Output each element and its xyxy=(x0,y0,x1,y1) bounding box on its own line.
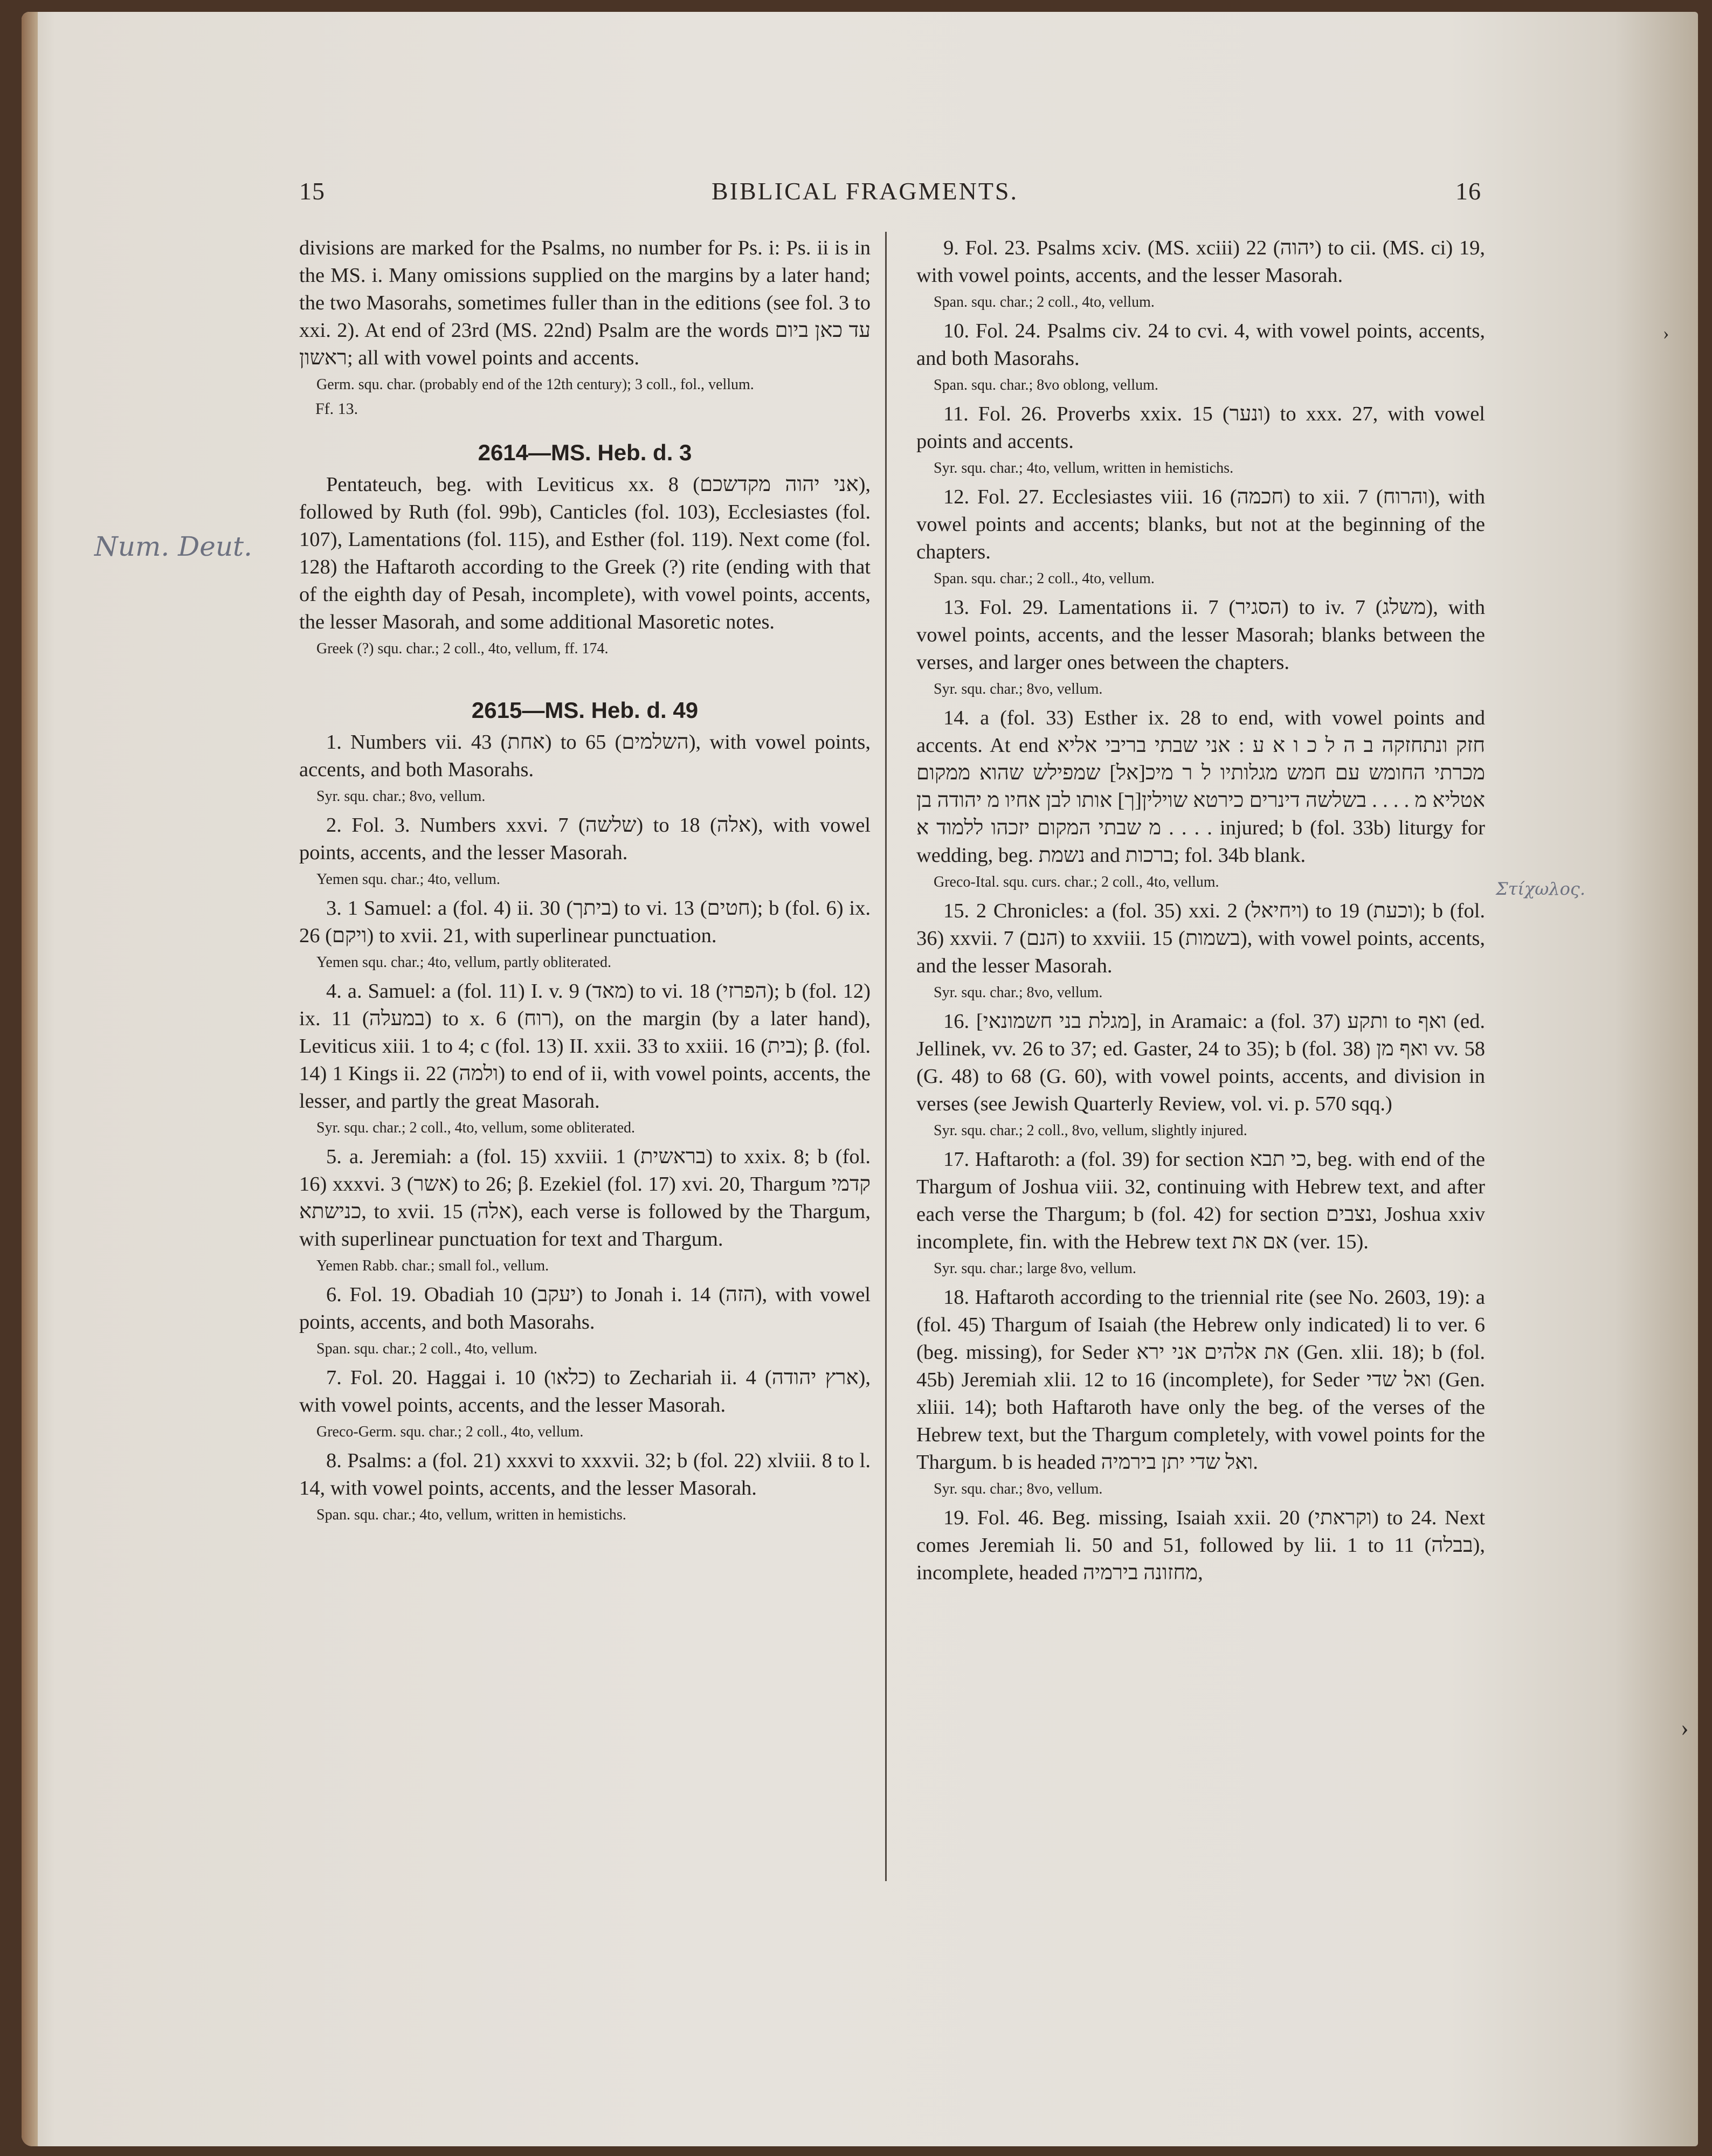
description-note: Span. squ. char.; 2 coll., 4to, vellum. xyxy=(934,294,1155,310)
description-note: Syr. squ. char.; 8vo, vellum. xyxy=(934,984,1103,1001)
description-note: Syr. squ. char.; 8vo, vellum. xyxy=(934,1481,1103,1497)
section-heading-2614: 2614—MS. Heb. d. 3 xyxy=(478,440,692,465)
entry-5: 5. a. Jeremiah: a (fol. 15) xxviii. 1 (בראשית) to xxix. 8; b (fol. 16) xxxvi. 3 (אשר) to 26; β. Ezekiel (fol. 17) xvi. 20, Thargum קדמי כנישתא, to xvii. 15 (אלה), each verse is followed by the Thargum, with superlinear punctuation for text and Thargum. xyxy=(299,1145,871,1250)
entry-3: 3. 1 Samuel: a (fol. 4) ii. 30 (ביתך) to vi. 13 (חטים); b (fol. 6) ix. 26 (ויקם) to xvii. 21, with superlinear punctuation. xyxy=(299,897,871,947)
description-note: Span. squ. char.; 2 coll., 4to, vellum. xyxy=(934,570,1155,587)
edge-mark: › xyxy=(1663,323,1669,343)
column-divider xyxy=(885,232,887,1881)
description-note: Syr. squ. char.; large 8vo, vellum. xyxy=(934,1260,1136,1277)
handwritten-margin-note-right: Στίχωλος. xyxy=(1496,879,1585,899)
entry-4: 4. a. Samuel: a (fol. 11) I. v. 9 (מאד) to vi. 18 (הפרזי); b (fol. 12) ix. 11 (במעלה) to x. 6 (רוח), on the margin (by a later hand), Leviticus xiii. 1 to 4; c (fol. 13) II. xxii. 33 to xxiii. 16 (בית); β. (fol. 14) 1 Kings ii. 22 (ולמה) to end of ii, with vowel points, accents, the lesser, and partly the great Masorah. xyxy=(299,980,871,1112)
description-note: Span. squ. char.; 4to, vellum, written in hemistichs. xyxy=(316,1507,626,1523)
entry-8: 8. Psalms: a (fol. 21) xxxvi to xxxvii. 32; b (fol. 22) xlviii. 8 to l. 14, with vowel points, accents, and the lesser Masorah. xyxy=(299,1449,871,1499)
page-number-right: 16 xyxy=(1455,177,1481,205)
edge-mark: › xyxy=(1681,1715,1689,1741)
book-spine xyxy=(22,12,38,2146)
entry-16: 16. [מגלת בני חשמונאי], in Aramaic: a (fol. 37) ותקע to ואף (ed. Jellinek, vv. 26 to 37; ed. Gaster, 24 to 35); b (fol. 38) ואף מן vv. 58 (G. 48) to 68 (G. 60), with vowel points, accents, and division in verses (see Jewish Quarterly Review, vol. vi. p. 570 sqq.) xyxy=(916,1010,1485,1115)
description-note: Syr. squ. char.; 8vo, vellum. xyxy=(934,681,1103,697)
handwritten-margin-note-left: Num. Deut. xyxy=(94,531,253,562)
right-column xyxy=(916,234,1485,1587)
entry-18: 18. Haftaroth according to the triennial rite (see No. 2603, 19): a (fol. 45) Thargum of Isaiah (the Hebrew only indicated) li to ver. 6 (beg. missing), for Seder את אלהים אני ירא (Gen. xlii. 18); b (fol. 45b) Jeremiah xlii. 12 to 16 (incomplete), for Seder ואל שדי (Gen. xliii. 14); both Haftaroth have only the beg. of the verses of the Hebrew text, but the Thargum completely, with vowel points for the Thargum. b is headed ואל שדי יתן בירמיה. xyxy=(916,1286,1485,1474)
description-note: Yemen Rabb. char.; small fol., vellum. xyxy=(316,1257,549,1274)
entry-7: 7. Fol. 20. Haggai i. 10 (כלאו) to Zechariah ii. 4 (ארץ יהודה), with vowel points, accents, and the lesser Masorah. xyxy=(299,1366,871,1416)
description-note: Germ. squ. char. (probably end of the 12th century); 3 coll., fol., vellum. xyxy=(316,376,754,393)
description-note: Yemen squ. char.; 4to, vellum, partly obliterated. xyxy=(316,954,611,971)
entry-19: 19. Fol. 46. Beg. missing, Isaiah xxii. 20 (וקראתי) to 24. Next comes Jeremiah li. 50 and 51, followed by lii. 1 to 11 (בבלה), incomplete, headed מחזונה בירמיה, xyxy=(916,1507,1485,1584)
page-number-left: 15 xyxy=(299,177,325,205)
entry-9: 9. Fol. 23. Psalms xciv. (MS. xciii) 22 (יהוה) to cii. (MS. ci) 19, with vowel points, accents, and the lesser Masorah. xyxy=(916,237,1485,287)
description-note: Syr. squ. char.; 2 coll., 8vo, vellum, slightly injured. xyxy=(934,1122,1247,1139)
description-note: Greco-Ital. squ. curs. char.; 2 coll., 4to, vellum. xyxy=(934,874,1219,890)
description-note: Syr. squ. char.; 4to, vellum, written in hemistichs. xyxy=(934,460,1234,476)
paragraph-intro: divisions are marked for the Psalms, no number for Ps. i: Ps. ii is in the MS. i. Many omissions supplied on the margins by a later hand; the two Masorahs, sometimes fuller than in the editions (see fol. 3 to xxi. 2). At end of 23rd (MS. 22nd) Psalm are the words עד כאן ביום ראשון; all with vowel points and accents. xyxy=(299,237,871,369)
entry-15: 15. 2 Chronicles: a (fol. 35) xxi. 2 (ויחיאל) to 19 (וכעת); b (fol. 36) xxvii. 7 (הנם) to xxviii. 15 (בשמות), with vowel points, accents, and the lesser Masorah. xyxy=(916,900,1486,977)
description-note: Syr. squ. char.; 8vo, vellum. xyxy=(316,788,486,805)
entry-10: 10. Fol. 24. Psalms civ. 24 to cvi. 4, with vowel points, accents, and both Masorahs. xyxy=(916,320,1485,370)
entry-6: 6. Fol. 19. Obadiah 10 (יעקב) to Jonah i. 14 (הזה), with vowel points, accents, and both Masorahs. xyxy=(299,1283,871,1333)
section-heading-2615: 2615—MS. Heb. d. 49 xyxy=(471,697,699,723)
left-column xyxy=(299,234,871,1530)
entry-12: 12. Fol. 27. Ecclesiastes viii. 16 (חכמה) to xii. 7 (והרוח), with vowel points and accents; blanks, but not at the beginning of the chapters. xyxy=(916,486,1486,563)
entry-11: 11. Fol. 26. Proverbs xxix. 15 (ונער) to xxx. 27, with vowel points and accents. xyxy=(916,403,1485,453)
entry-2: 2. Fol. 3. Numbers xxvi. 7 (שלשה) to 18 (אלה), with vowel points, accents, and the lesser Masorah. xyxy=(299,814,871,864)
description-note: Span. squ. char.; 2 coll., 4to, vellum. xyxy=(316,1340,537,1357)
description-note: Greco-Germ. squ. char.; 2 coll., 4to, vellum. xyxy=(316,1423,584,1440)
description-note: Span. squ. char.; 8vo oblong, vellum. xyxy=(934,377,1158,393)
description-note: Syr. squ. char.; 2 coll., 4to, vellum, some obliterated. xyxy=(316,1120,636,1136)
description-note: Greek (?) squ. char.; 2 coll., 4to, vellum, ff. 174. xyxy=(316,640,609,657)
entry-13: 13. Fol. 29. Lamentations ii. 7 (הסגיר) to iv. 7 (משלג), with vowel points, accents, and the lesser Masorah; blanks between the verses, and larger ones between the chapters. xyxy=(916,596,1485,674)
entry-14: 14. a (fol. 33) Esther ix. 28 to end, with vowel points and accents. At end חזק ונתחזקה ב ה ל כ ו א ע : אני שבתי בריבי אליא מכרתי החומש עם חמש מגלותיו ל ר מיכ[אל] שמפילש שהוא ממקום אטליא מ . . . . בשלשה דינרים כירטא שוילין[ך] אותו לבן אחיו מ יהודה בן מ שבתי המקום יזכהו ללמוד א . . . . injured; b (fol. 33b) liturgy for wedding, beg. נשמת and ברכות; fol. 34b blank. xyxy=(916,707,1486,867)
paragraph-2614: Pentateuch, beg. with Leviticus xx. 8 (אני יהוה מקדשכם), followed by Ruth (fol. 99b), Canticles (fol. 103), Ecclesiastes (fol. 107), Lamentations (fol. 115), and Esther (fol. 119). Next come (fol. 128) the Haftaroth according to the Greek (?) rite (ending with that of the eighth day of Pesah, incomplete), with vowel points, accents, the lesser Masorah, and some additional Masoretic notes. xyxy=(299,473,871,633)
description-note: Yemen squ. char.; 4to, vellum. xyxy=(316,871,500,888)
folio-count: Ff. 13. xyxy=(315,400,358,418)
entry-1: 1. Numbers vii. 43 (אחת) to 65 (השלמים), with vowel points, accents, and both Masorahs. xyxy=(299,731,871,781)
entry-17: 17. Haftaroth: a (fol. 39) for section כי תבא, beg. with end of the Thargum of Joshua viii. 32, continuing with Hebrew text, and after each verse the Thargum; b (fol. 42) for section נצבים, Joshua xxiv incomplete, fin. with the Hebrew text אם את (ver. 15). xyxy=(916,1148,1485,1253)
running-title: BIBLICAL FRAGMENTS. xyxy=(712,177,1018,205)
